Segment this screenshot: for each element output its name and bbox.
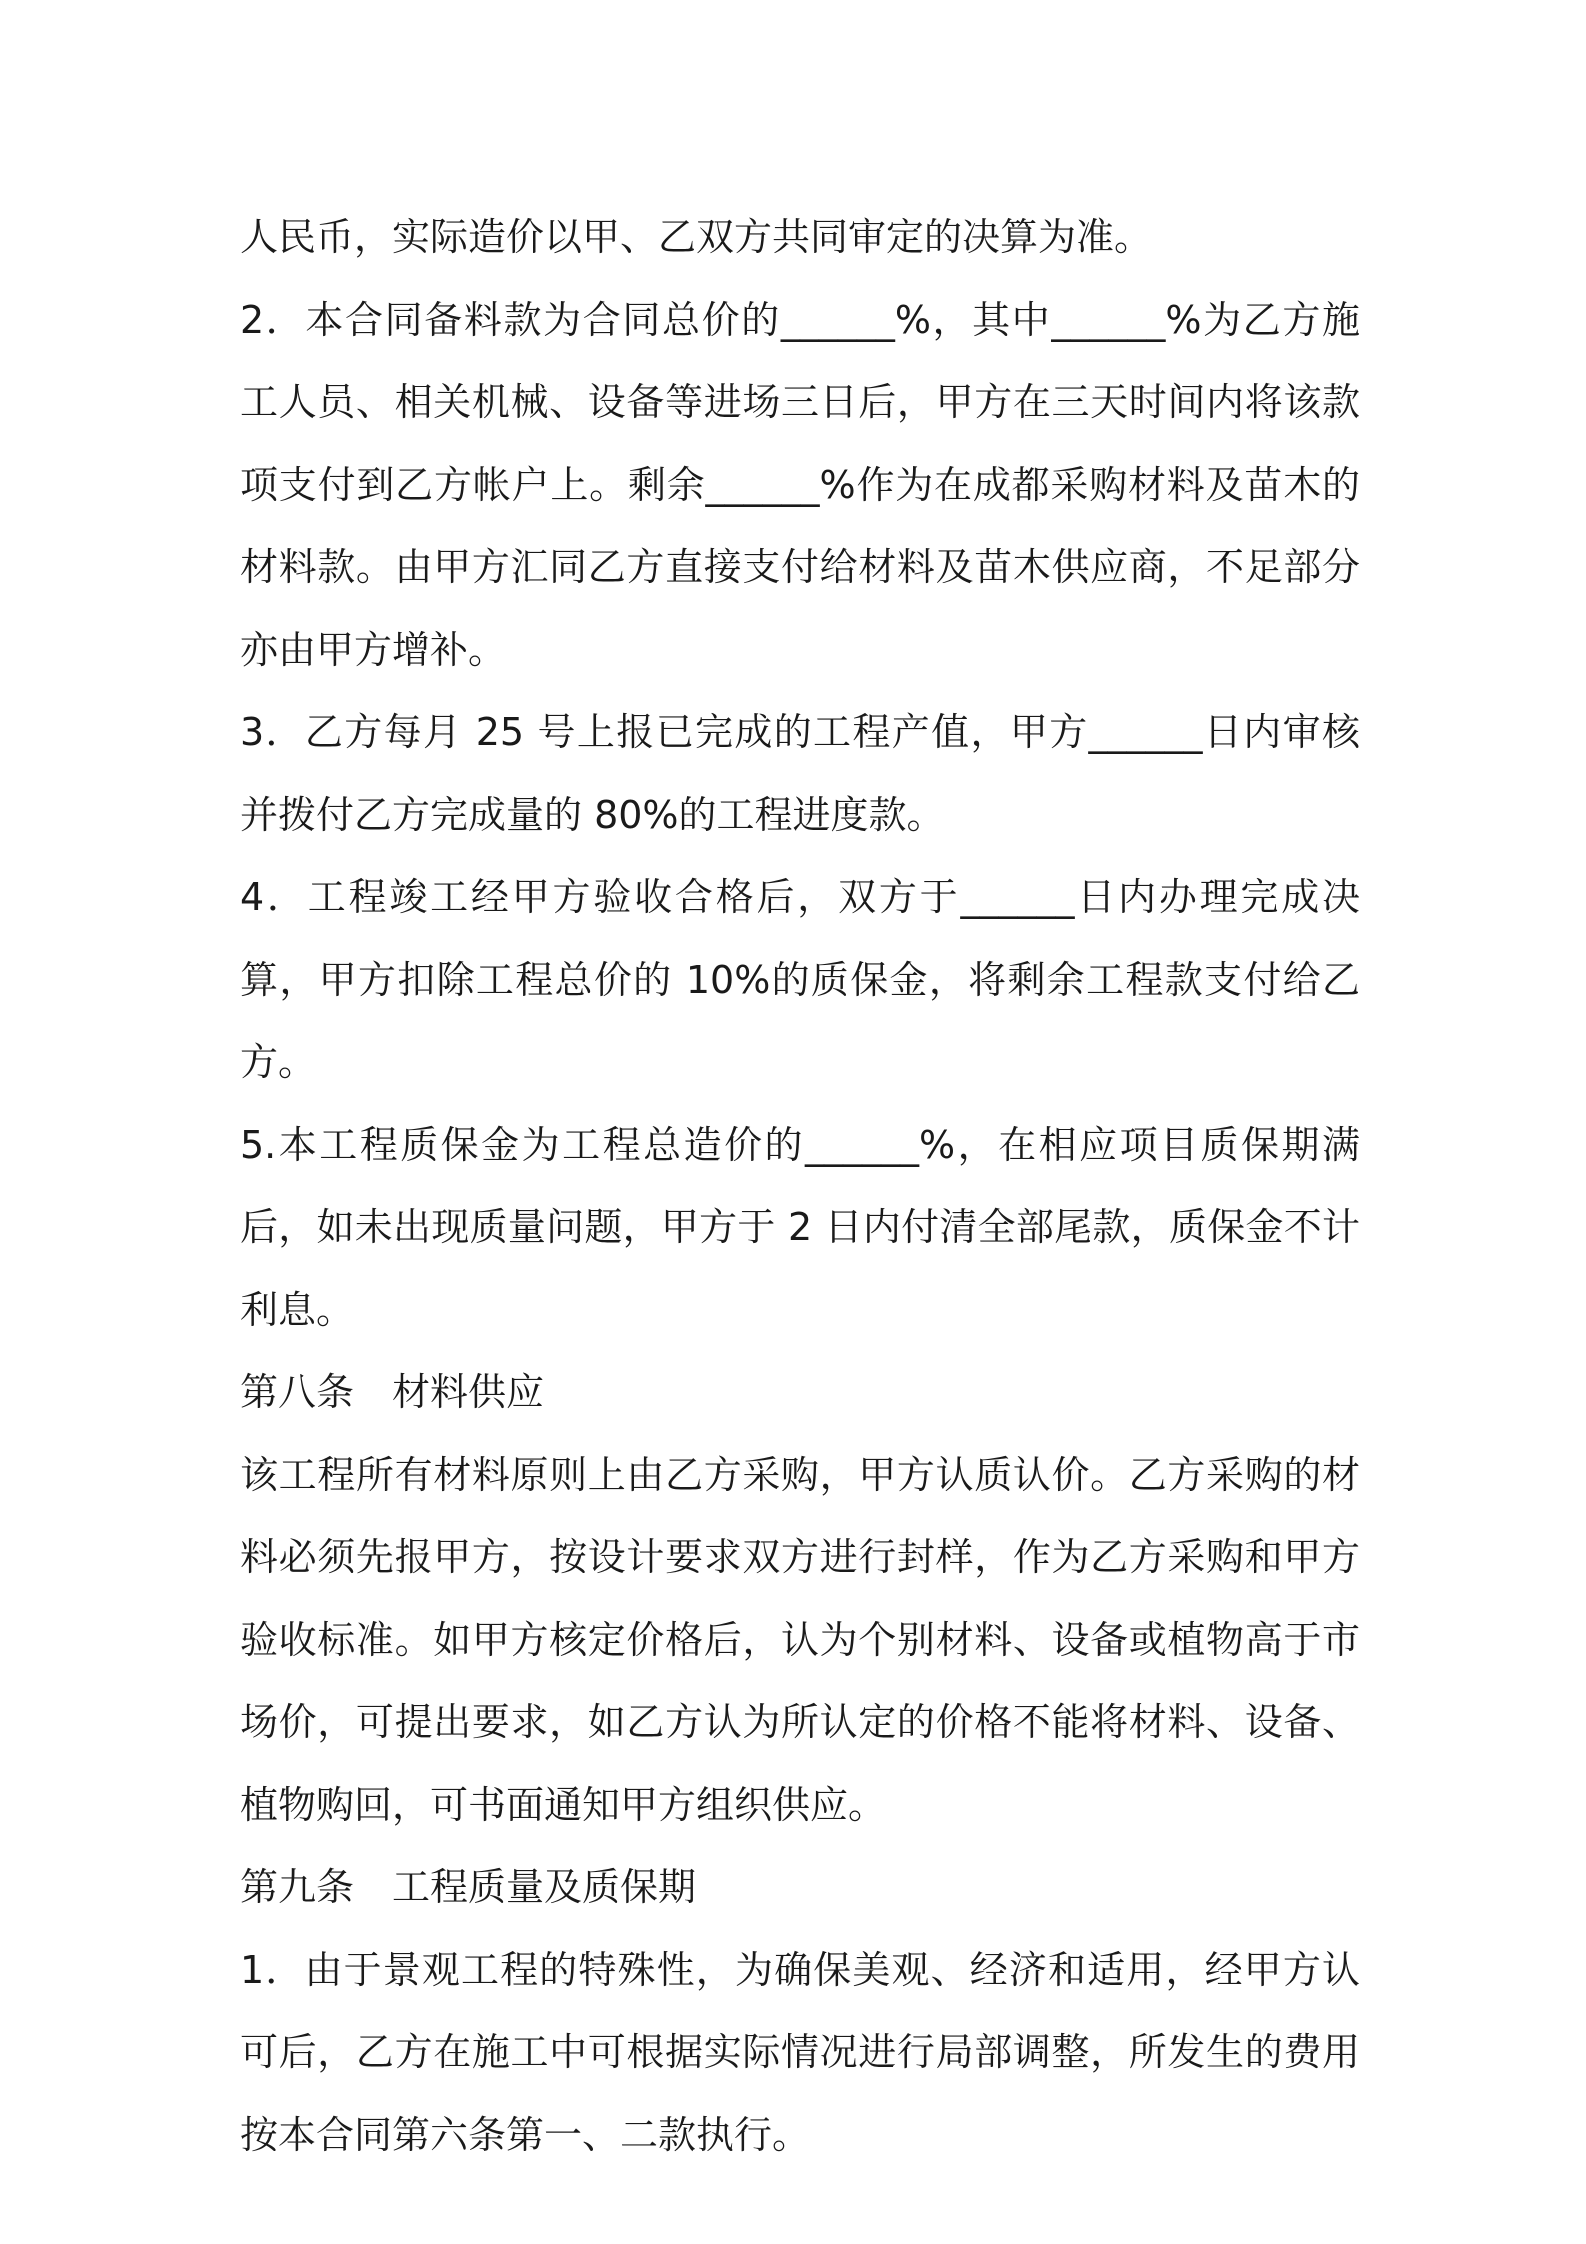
paragraph-quality-clause-1: 1．由于景观工程的特殊性，为确保美观、经济和适用，经甲方认可后，乙方在施工中可根据实际情况进行局部调整，所发生的费用按本合同第六条第一、二款执行。	[240, 1947, 1360, 2157]
paragraph-payment-basis: 人民币，实际造价以甲、乙双方共同审定的决算为准。	[240, 215, 1153, 259]
section-heading-article-9: 第九条 工程质量及质保期	[240, 1865, 697, 1909]
paragraph-clause-5: 5.本工程质保金为工程总造价的______%，在相应项目质保期满后，如未出现质量问题，甲方于 2 日内付清全部尾款，质保金不计利息。	[240, 1122, 1360, 1332]
paragraph-clause-2: 2．本合同备料款为合同总价的______%，其中______%为乙方施工人员、相关机械、设备等进场三日后，甲方在三天时间内将该款项支付到乙方帐户上。剩余______%作为在成都采购材料及苗木的材料款。由甲方汇同乙方直接支付给材料及苗木供应商，不足部分亦由甲方增补。	[240, 297, 1360, 672]
paragraph-clause-3: 3．乙方每月 25 号上报已完成的工程产值，甲方______日内审核并拨付乙方完成量的 80%的工程进度款。	[240, 710, 1360, 837]
paragraph-clause-4: 4．工程竣工经甲方验收合格后，双方于______日内办理完成决算，甲方扣除工程总价的 10%的质保金，将剩余工程款支付给乙方。	[240, 875, 1360, 1084]
document-body	[240, 196, 1360, 2176]
paragraph-material-supply: 该工程所有材料原则上由乙方采购，甲方认质认价。乙方采购的材料必须先报甲方，按设计要求双方进行封样，作为乙方采购和甲方验收标准。如甲方核定价格后，认为个别材料、设备或植物高于市场价，可提出要求，如乙方认为所认定的价格不能将材料、设备、植物购回，可书面通知甲方组织供应。	[240, 1452, 1360, 1827]
section-heading-article-8: 第八条 材料供应	[240, 1370, 545, 1414]
